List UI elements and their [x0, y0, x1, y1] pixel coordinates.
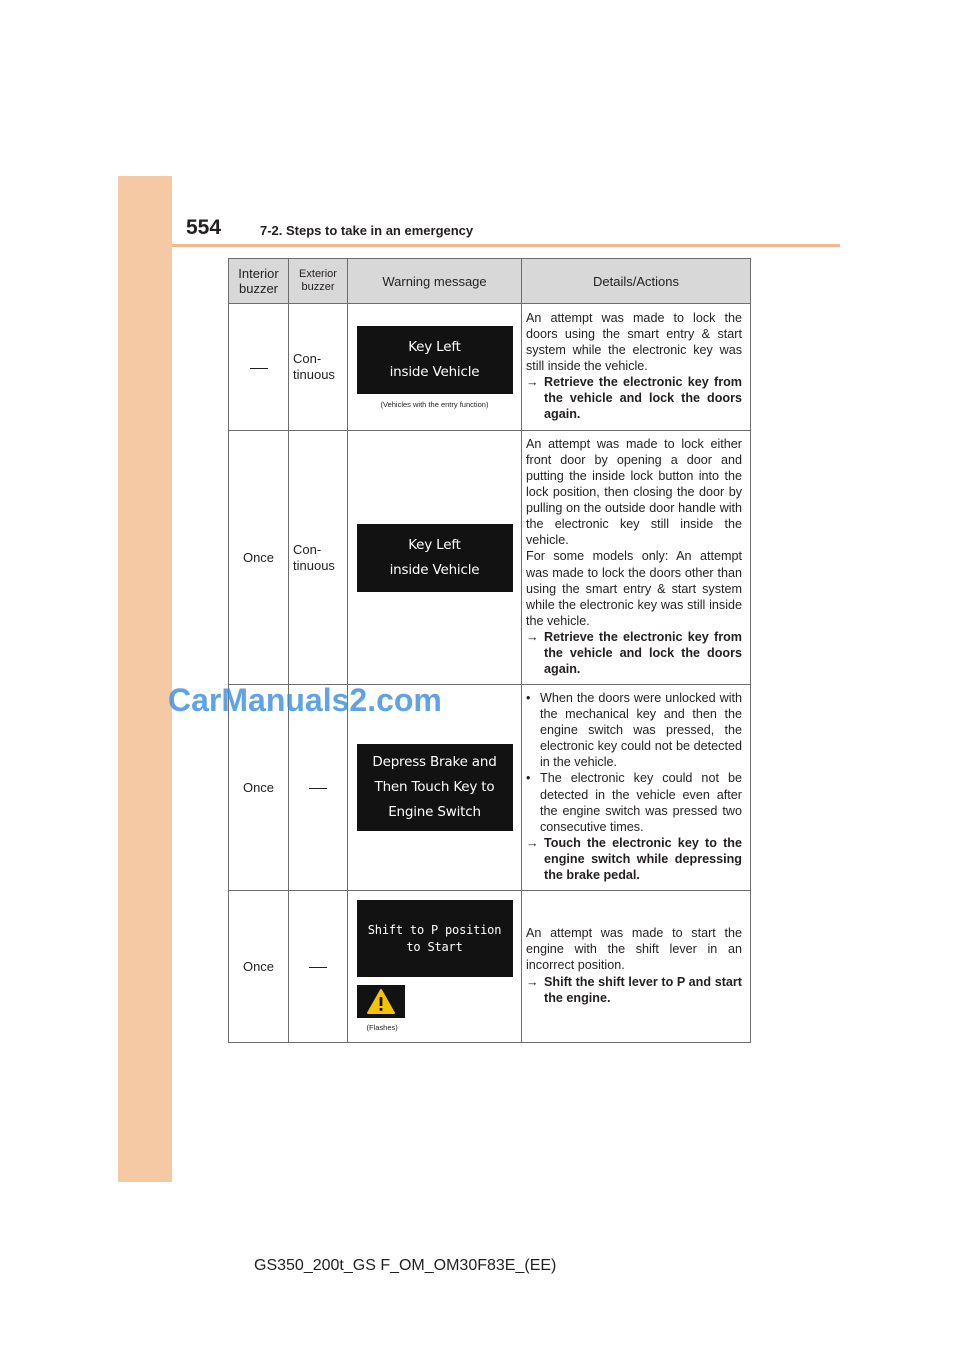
warning-message-cell: [348, 891, 522, 1043]
interior-buzzer-cell: [229, 304, 289, 431]
display-line: to Start: [406, 939, 463, 954]
warning-triangle-icon: [366, 988, 396, 1015]
table-row: [229, 304, 751, 431]
table-row: [229, 891, 751, 1043]
display-line: Engine Switch: [388, 804, 481, 820]
bullet-text: When the doors were unlocked with the mechanical key and then the engine switch was pressed, the electronic key could not be detected in the vehicle.: [540, 690, 742, 770]
watermark-text: CarManuals2.com: [168, 682, 442, 718]
details-text: An attempt was made to start the engine with the shift lever in an incorrect position.: [526, 926, 742, 973]
table-row: [229, 431, 751, 685]
exterior-buzzer-cell: Con- tinuous: [289, 431, 348, 685]
bullet-item: [526, 690, 742, 770]
display-caption: (Vehicles with the entry function): [380, 399, 489, 409]
action-text: Shift the shift lever to P and start the engine.: [544, 974, 742, 1005]
page-number: 554: [186, 216, 222, 239]
footer-code: GS350_200t_GS F_OM_OM30F83E_(EE): [254, 1257, 557, 1274]
message-display: [357, 744, 513, 831]
action-text: Touch the electronic key to the engine switch while depressing the brake pedal.: [544, 835, 742, 882]
bullet-text: The electronic key could not be detected in the vehicle even after the engine switch was pressed two consecutive times.: [540, 771, 742, 834]
details-cell: [522, 685, 751, 891]
interior-buzzer-cell: Once: [229, 891, 289, 1043]
warning-light-box: [357, 985, 405, 1018]
bullet-item: [526, 770, 742, 834]
warning-message-cell: [348, 431, 522, 685]
interior-buzzer-cell: Once: [229, 431, 289, 685]
col-exterior-buzzer: Exterior buzzer: [289, 259, 348, 304]
flash-caption: (Flashes): [366, 1023, 398, 1032]
display-line: inside Vehicle: [389, 363, 480, 380]
table-header-row: [229, 259, 751, 304]
dash-mark: [250, 368, 268, 369]
warning-display-group: [357, 900, 513, 1032]
col-warning-message: Warning message: [348, 259, 522, 304]
action-item: [526, 629, 742, 677]
header-rule: [172, 244, 840, 247]
action-item: [526, 974, 742, 1006]
dash-mark: [309, 788, 327, 789]
arrow-icon: →: [526, 375, 539, 390]
display-line: Key Left: [408, 338, 461, 355]
exterior-buzzer-cell: [289, 891, 348, 1043]
details-text: An attempt was made to lock either front door by opening a door and putting the inside lock button into the lock position, then closing the door by pulling on the outside door handle with the electronic key still inside the vehicle.: [526, 436, 742, 548]
display-line: Shift to P position: [367, 922, 502, 937]
warning-message-cell: [348, 304, 522, 431]
display-line: Depress Brake and: [372, 754, 497, 770]
action-item: [526, 374, 742, 422]
action-text: Retrieve the electronic key from the vehicle and lock the doors again.: [544, 375, 742, 422]
display-line: Then Touch Key to: [374, 779, 495, 795]
message-display: [357, 326, 513, 394]
arrow-icon: →: [526, 629, 539, 644]
message-display: [357, 524, 513, 592]
action-text: Retrieve the electronic key from the vehicle and lock the doors again.: [544, 629, 742, 677]
arrow-icon: →: [526, 974, 539, 989]
details-text: An attempt was made to lock the doors using the smart entry & start system while the electronic key was still inside the vehicle.: [526, 310, 742, 373]
action-item: [526, 835, 742, 883]
dash-mark: [309, 967, 327, 968]
bullet-icon: •: [526, 771, 531, 786]
col-details-actions: Details/Actions: [522, 259, 751, 304]
details-cell: [522, 431, 751, 685]
message-display: [357, 900, 513, 977]
details-text: For some models only: An attempt was made to lock the doors other than using the smart entry & start system while the electronic key was still inside the vehicle.: [526, 549, 742, 628]
section-title: 7-2. Steps to take in an emergency: [260, 223, 474, 238]
bullet-icon: •: [526, 690, 531, 705]
interior-buzzer-cell: Once: [229, 685, 289, 891]
display-line: inside Vehicle: [389, 561, 480, 578]
details-cell: [522, 304, 751, 431]
arrow-icon: →: [526, 835, 539, 850]
details-cell: [522, 891, 751, 1043]
display-line: Key Left: [408, 536, 461, 553]
side-tab-band: [118, 176, 172, 1182]
col-interior-buzzer: Interior buzzer: [229, 259, 289, 304]
warning-message-table: [228, 258, 751, 1043]
exterior-buzzer-cell: Con- tinuous: [289, 304, 348, 431]
